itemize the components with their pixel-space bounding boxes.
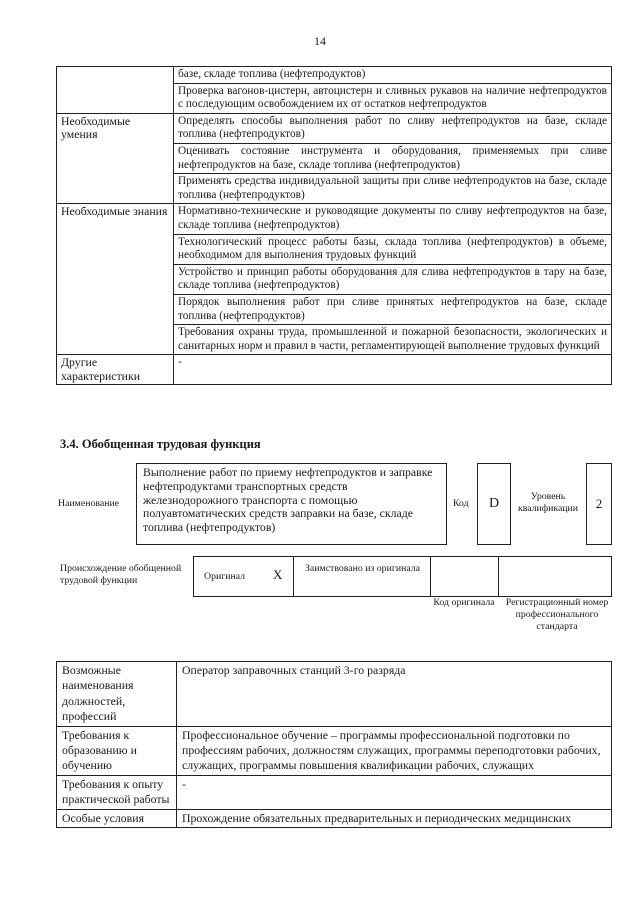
list-item: Нормативно-технические и руководящие документы по сливу нефтепродуктов на базе, складе топлива (нефтепродуктов) xyxy=(174,204,612,234)
row-label-skills: Необходимые умения xyxy=(57,113,174,204)
function-name-box: Выполнение работ по приему нефтепродуктов и заправке нефтепродуктами транспортных средств железнодорожного транспорта с помощью полуавтоматических средств заправки на базе, складе топлива (нефтепродуктов) xyxy=(136,463,447,545)
row-label-other: Другие характеристики xyxy=(57,355,174,385)
borrowed-label: Заимствовано из оригинала xyxy=(305,563,420,574)
list-item: Определять способы выполнения работ по сливу нефтепродуктов на базе, складе топлива (нефтепродуктов) xyxy=(174,113,612,143)
reg-number-cell xyxy=(499,557,611,596)
list-item: - xyxy=(174,355,612,385)
list-item: Порядок выполнения работ при сливе принятых нефтепродуктов на базе, складе топлива (нефтепродуктов) xyxy=(174,294,612,324)
row-label-knowledge: Необходимые знания xyxy=(57,204,174,355)
row-label: Особые условия xyxy=(57,809,177,827)
original-label: Оригинал xyxy=(204,571,246,582)
origin-label: Происхождение обобщенной трудовой функции xyxy=(60,563,182,586)
row-label: Требования к опыту практической работы xyxy=(57,775,177,809)
list-item: Устройство и принцип работы оборудования для слива нефтепродуктов в тару на базе, складе топлива (нефтепродуктов) xyxy=(174,264,612,294)
borrowed-cell xyxy=(294,557,431,596)
row-value: - xyxy=(177,775,612,809)
table-row xyxy=(57,355,612,385)
list-item: базе, складе топлива (нефтепродуктов) xyxy=(174,67,612,84)
code-original-caption: Код оригинала xyxy=(433,597,495,608)
level-label: Уровень квалификации xyxy=(517,491,579,514)
original-cell xyxy=(194,557,294,596)
table-row xyxy=(57,113,612,143)
list-item: Технологический процесс работы базы, склада топлива (нефтепродуктов) в объеме, необходимом для выполнения трудовых функций xyxy=(174,234,612,264)
table-row xyxy=(57,662,612,727)
list-item: Оценивать состояние инструмента и оборудования, применяемых при сливе нефтепродуктов на базе, складе топлива (нефтепродуктов) xyxy=(174,143,612,173)
code-label: Код xyxy=(453,498,469,509)
row-label: Требования к образованию и обучению xyxy=(57,726,177,775)
page-number: 14 xyxy=(314,34,326,48)
list-item: Применять средства индивидуальной защиты при сливе нефтепродуктов на базе, складе топлива (нефтепродуктов) xyxy=(174,174,612,204)
name-label: Наименование xyxy=(58,498,120,509)
row-value: Прохождение обязательных предварительных и периодических медицинских xyxy=(177,809,612,827)
row-label: Возможные наименования должностей, профессий xyxy=(57,662,177,727)
level-value-box: 2 xyxy=(586,463,612,545)
table-row xyxy=(57,726,612,775)
code-value-box: D xyxy=(477,463,511,545)
table-row xyxy=(57,67,612,84)
list-item: Проверка вагонов-цистерн, автоцистерн и сливных рукавов на наличие нефтепродуктов с последующим освобождением их от остатков нефтепродуктов xyxy=(174,83,612,113)
table-row xyxy=(57,809,612,827)
table-row xyxy=(57,204,612,234)
origin-row xyxy=(193,556,612,597)
skills-knowledge-table xyxy=(56,66,612,385)
reg-number-caption: Регистрационный номер профессионального стандарта xyxy=(505,597,609,632)
list-item: Требования охраны труда, промышленной и пожарной безопасности, экологических и санитарных норм и правил в части, регламентирующей выполнение трудовых функций xyxy=(174,325,612,355)
section-title: 3.4. Обобщенная трудовая функция xyxy=(60,437,261,451)
requirements-table xyxy=(56,661,612,828)
row-label xyxy=(57,67,174,114)
original-mark: X xyxy=(273,567,283,582)
code-original-cell xyxy=(431,557,499,596)
table-row xyxy=(57,775,612,809)
row-value: Оператор заправочных станций 3-го разряда xyxy=(177,662,612,727)
row-value: Профессиональное обучение – программы профессиональной подготовки по профессиям рабочих, должностям служащих, программы переподготовки рабочих, служащих, программы повышения квалификации рабочих, служащих xyxy=(177,726,612,775)
